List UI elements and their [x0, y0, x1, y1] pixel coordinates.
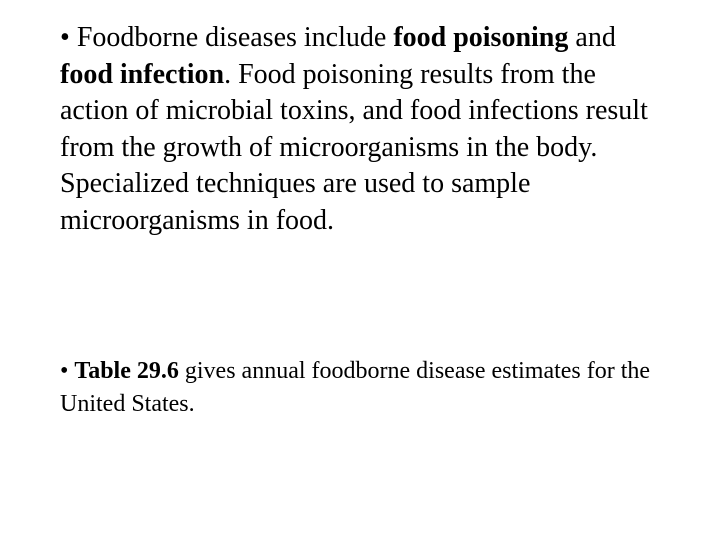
bullet-marker: •: [60, 22, 70, 53]
text-segment: and: [568, 22, 616, 53]
bullet-paragraph-foodborne-diseases: [60, 20, 670, 239]
term-food-poisoning: food poisoning: [393, 22, 569, 53]
bullet-marker: •: [60, 358, 69, 384]
text-segment: Foodborne diseases include: [69, 22, 394, 53]
table-reference: Table 29.6: [74, 358, 179, 384]
text-segment: . Food poisoning results from the action of microbial toxins, and food infections result from the growth of microorganisms in the body. Specialized techniques are used to sample microorganisms in food.: [60, 58, 648, 236]
term-food-infection: food infection: [60, 58, 225, 90]
text-segment: gives annual foodborne disease estimates for the United States.: [60, 358, 651, 417]
bullet-paragraph-table-reference: [60, 355, 670, 421]
